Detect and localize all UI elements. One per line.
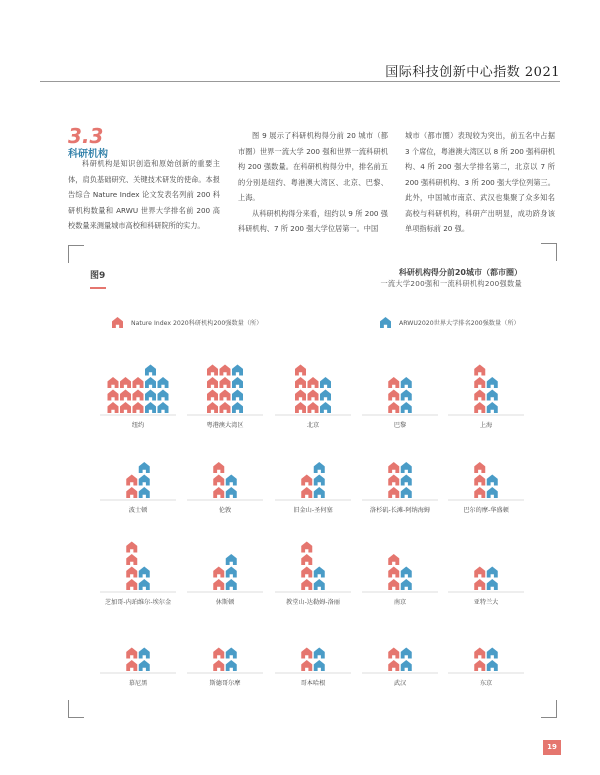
- arwu-university-icon: [145, 365, 156, 376]
- nature-institution-icon: [308, 402, 319, 413]
- arwu-university-icon: [487, 660, 498, 671]
- arwu-university-icon: [320, 390, 331, 401]
- nature-institution-icon: [133, 377, 144, 388]
- paragraph-2: 图 9 展示了科研机构得分前 20 城市（都市圈）世界一流大学 200 强和世界一流科研机构 200 强数量。在科研机构得分中，排名前五的分别是纽约、粤港澳大湾区、北京、巴黎、上海。: [238, 131, 388, 202]
- arwu-university-icon: [226, 579, 237, 590]
- arwu-university-icon: [401, 377, 412, 388]
- arwu-university-icon: [145, 390, 156, 401]
- arwu-university-icon: [320, 402, 331, 413]
- paragraph-3-continued: 城市（都市圈）表现较为突出，前五名中占据 3 个席位，粤港澳大湾区以 8 所 200 强科研机构、4 所 200 强大学排名第二，北京以 7 所 200 强科研机构、3 所 200 强大学位列第三。此外，中国城市南京、武汉也集聚了众多知名高校与科研机构，科研产出明显，成功跻身该单项指标前 20 强。: [405, 131, 555, 233]
- city-label: 巴黎: [393, 422, 407, 429]
- arwu-university-icon: [314, 648, 325, 659]
- city-label: 南京: [393, 599, 407, 606]
- arwu-university-icon: [226, 554, 237, 565]
- nature-institution-icon: [220, 390, 231, 401]
- nature-institution-icon: [126, 567, 137, 578]
- city-label: 东京: [479, 680, 493, 687]
- legend-label-arwu: ARWU2020世界大学排名200强数量（所）: [399, 320, 520, 327]
- arwu-university-icon: [487, 390, 498, 401]
- figure-label: 图9: [90, 271, 106, 281]
- nature-institution-icon: [120, 402, 131, 413]
- nature-institution-icon: [213, 487, 224, 498]
- nature-institution-icon: [295, 402, 306, 413]
- nature-institution-icon: [108, 390, 119, 401]
- nature-institution-icon: [301, 554, 312, 565]
- arwu-university-icon: [232, 402, 243, 413]
- arwu-university-icon: [139, 579, 150, 590]
- city-label: 休斯顿: [215, 599, 235, 606]
- arwu-university-icon: [314, 660, 325, 671]
- figure-subtitle: 一流大学200强和一流科研机构200强数量: [380, 279, 522, 288]
- city-label: 波士顿: [128, 507, 148, 514]
- nature-institution-icon: [295, 390, 306, 401]
- city-label: 亚特兰大: [473, 599, 499, 606]
- arwu-university-icon: [232, 365, 243, 376]
- nature-institution-icon: [108, 377, 119, 388]
- arwu-university-icon: [320, 377, 331, 388]
- nature-institution-icon: [474, 462, 485, 473]
- city-label: 哥本哈根: [300, 680, 326, 687]
- arwu-university-icon: [401, 660, 412, 671]
- nature-institution-icon: [213, 462, 224, 473]
- nature-institution-icon: [301, 648, 312, 659]
- arwu-university-icon: [401, 402, 412, 413]
- nature-institution-icon: [388, 648, 399, 659]
- city-label: 教堂山-达勒姆-洛丽: [286, 599, 340, 606]
- nature-institution-icon: [388, 567, 399, 578]
- nature-institution-icon: [126, 542, 137, 553]
- nature-institution-icon: [220, 377, 231, 388]
- arwu-university-icon: [314, 462, 325, 473]
- arwu-university-icon: [226, 660, 237, 671]
- arwu-university-icon: [401, 567, 412, 578]
- city-label: 粤港澳大湾区: [206, 422, 244, 429]
- nature-institution-icon: [120, 377, 131, 388]
- nature-institution-icon: [388, 475, 399, 486]
- arwu-university-icon: [226, 648, 237, 659]
- arwu-university-icon: [314, 567, 325, 578]
- nature-institution-icon: [388, 487, 399, 498]
- city-label: 武汉: [393, 680, 407, 687]
- nature-institution-icon: [207, 390, 218, 401]
- nature-institution-icon: [474, 579, 485, 590]
- nature-institution-icon: [301, 487, 312, 498]
- nature-institution-icon: [133, 390, 144, 401]
- nature-institution-icon: [126, 660, 137, 671]
- legend-label-nature: Nature Index 2020科研机构200强数量（所）: [131, 320, 263, 327]
- city-label: 上海: [479, 422, 493, 429]
- arwu-university-icon: [487, 567, 498, 578]
- nature-institution-icon: [213, 660, 224, 671]
- nature-institution-icon: [388, 554, 399, 565]
- city-label: 北京: [306, 422, 320, 429]
- nature-institution-icon: [301, 660, 312, 671]
- nature-institution-icon: [388, 462, 399, 473]
- arwu-university-icon: [487, 487, 498, 498]
- nature-institution-icon: [220, 365, 231, 376]
- nature-institution-icon: [126, 648, 137, 659]
- arwu-university-icon: [232, 377, 243, 388]
- arwu-university-icon: [487, 475, 498, 486]
- arwu-university-icon: [145, 402, 156, 413]
- nature-institution-icon: [133, 402, 144, 413]
- arwu-university-icon: [487, 579, 498, 590]
- arwu-university-icon: [401, 462, 412, 473]
- nature-institution-icon: [295, 377, 306, 388]
- arwu-university-icon: [314, 487, 325, 498]
- arwu-university-icon: [158, 402, 169, 413]
- nature-institution-icon: [126, 579, 137, 590]
- nature-institution-icon: [213, 475, 224, 486]
- section-title: 科研机构: [68, 149, 108, 160]
- nature-institution-icon: [126, 487, 137, 498]
- arwu-university-icon: [226, 475, 237, 486]
- nature-institution-icon: [388, 377, 399, 388]
- nature-institution-icon: [301, 579, 312, 590]
- nature-institution-icon: [474, 365, 485, 376]
- arwu-university-icon: [487, 402, 498, 413]
- city-label: 慕尼黑: [128, 680, 148, 687]
- nature-institution-icon: [120, 390, 131, 401]
- city-label: 伦敦: [218, 507, 232, 514]
- nature-institution-icon: [213, 579, 224, 590]
- nature-institution-icon: [301, 542, 312, 553]
- arwu-university-icon: [401, 487, 412, 498]
- arwu-university-icon: [139, 648, 150, 659]
- nature-institution-icon: [126, 554, 137, 565]
- nature-institution-icon: [474, 402, 485, 413]
- arwu-university-icon: [145, 377, 156, 388]
- arwu-university-icon: [232, 390, 243, 401]
- nature-institution-icon: [108, 402, 119, 413]
- paragraph-1: 科研机构是知识创造和原始创新的重要主体，肩负基础研究、关键技术研发的使命。本报告综合 Nature Index 论文发表名列前 200 科研机构数量和 ARWU 世界大学排名前 200 高校数量来测量城市高校和科研院所的实力。: [68, 159, 220, 230]
- nature-institution-icon: [301, 567, 312, 578]
- nature-institution-icon: [213, 648, 224, 659]
- section-number: 3.3: [68, 124, 104, 148]
- nature-institution-icon: [474, 390, 485, 401]
- arwu-university-icon: [139, 462, 150, 473]
- nature-institution-icon: [213, 567, 224, 578]
- nature-institution-icon: [474, 487, 485, 498]
- nature-institution-icon: [474, 648, 485, 659]
- nature-institution-icon: [207, 377, 218, 388]
- arwu-university-icon: [487, 648, 498, 659]
- nature-institution-icon: [388, 579, 399, 590]
- arwu-university-icon: [158, 377, 169, 388]
- nature-institution-icon: [308, 390, 319, 401]
- arwu-university-icon: [139, 660, 150, 671]
- city-label: 旧金山-圣何塞: [293, 507, 333, 514]
- arwu-university-icon: [139, 487, 150, 498]
- running-header-title: 国际科技创新中心指数 2021: [385, 65, 560, 80]
- arwu-university-icon: [139, 567, 150, 578]
- arwu-university-icon: [401, 390, 412, 401]
- arwu-university-icon: [314, 475, 325, 486]
- arwu-university-icon: [226, 487, 237, 498]
- city-label: 巴尔的摩-华盛顿: [463, 507, 509, 514]
- city-label: 芝加哥-内珀维尔-埃尔金: [104, 599, 172, 606]
- nature-institution-icon: [207, 365, 218, 376]
- city-label: 纽约: [131, 422, 145, 429]
- arwu-university-icon: [158, 390, 169, 401]
- nature-institution-icon: [301, 475, 312, 486]
- arwu-university-icon: [226, 567, 237, 578]
- nature-institution-icon: [474, 567, 485, 578]
- nature-institution-icon: [295, 365, 306, 376]
- nature-institution-icon: [388, 402, 399, 413]
- nature-institution-icon: [207, 402, 218, 413]
- city-label: 洛杉矶-长滩-阿纳海姆: [369, 507, 431, 514]
- nature-institution-icon: [388, 390, 399, 401]
- paragraph-3: 从科研机构得分来看，纽约以 9 所 200 强科研机构、7 所 200 强大学位居第一。中国: [238, 208, 388, 233]
- arwu-university-icon: [487, 377, 498, 388]
- arwu-university-icon: [139, 475, 150, 486]
- arwu-university-icon: [401, 475, 412, 486]
- nature-institution-icon: [220, 402, 231, 413]
- page-number: 19: [543, 740, 561, 755]
- nature-institution-icon: [126, 475, 137, 486]
- nature-institution-icon: [308, 377, 319, 388]
- arwu-university-icon: [401, 648, 412, 659]
- arwu-university-icon: [401, 579, 412, 590]
- arwu-university-icon: [314, 579, 325, 590]
- nature-institution-icon: [474, 475, 485, 486]
- nature-institution-icon: [474, 660, 485, 671]
- nature-institution-icon: [388, 660, 399, 671]
- city-label: 斯德哥尔摩: [209, 680, 241, 687]
- nature-institution-icon: [474, 377, 485, 388]
- figure-title: 科研机构得分前20城市（都市圈）: [398, 268, 522, 277]
